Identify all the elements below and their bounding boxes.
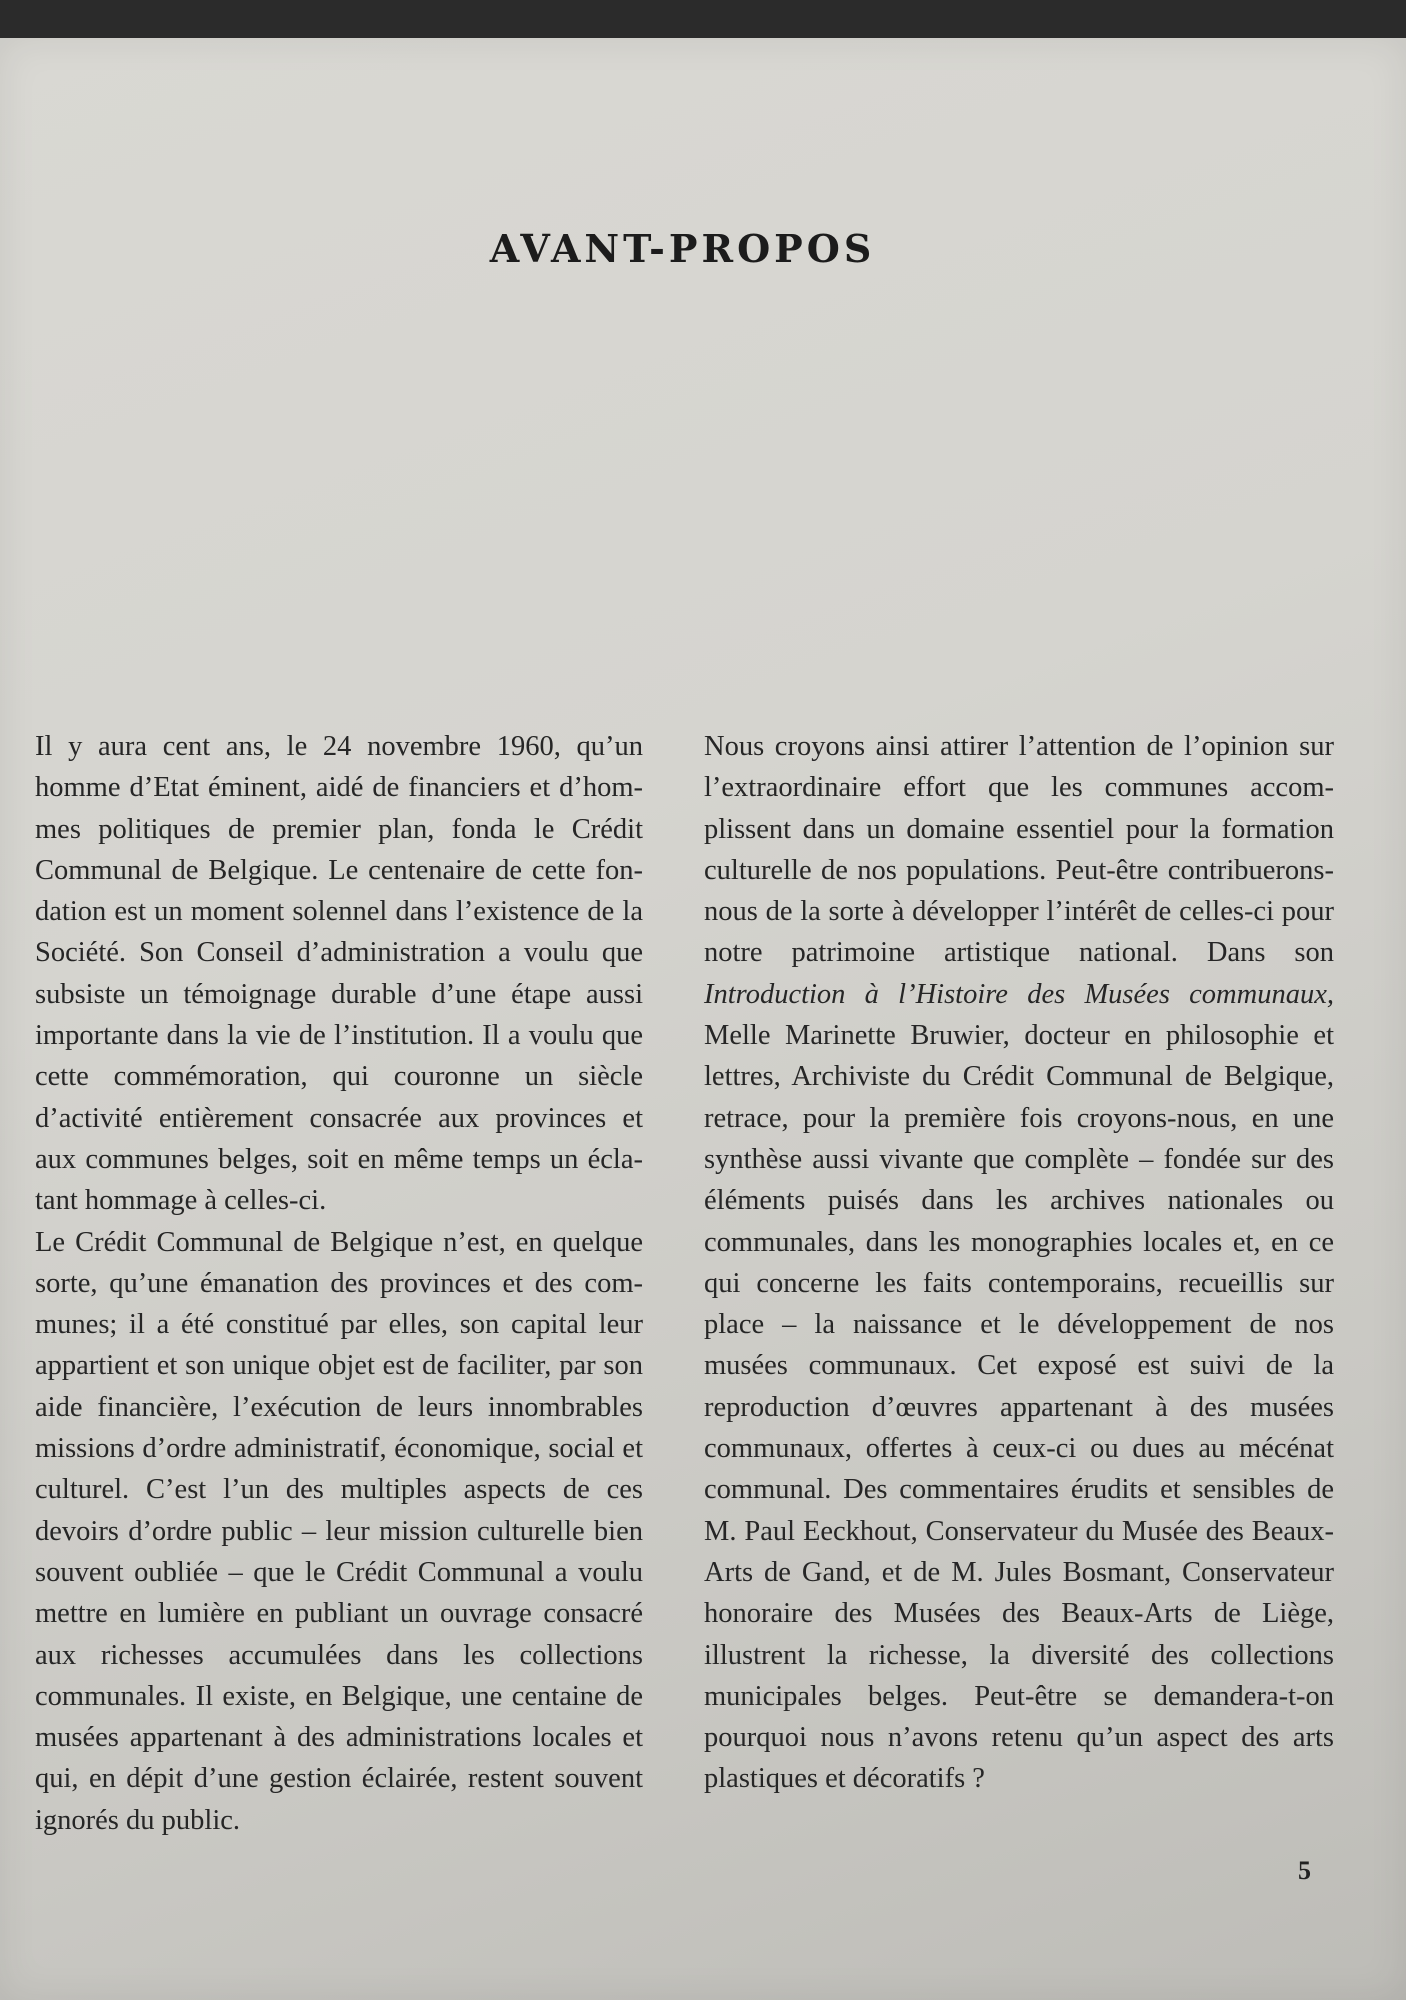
paragraph-museums bbox=[704, 726, 1334, 1800]
paragraph-museums-intro: Nous croyons ainsi attirer l’attention de l’opinion sur l’extraordinaire effort que les communes accomplissent dans un domaine essentiel pour la formation culturelle de nos populations. Peut-être contribuerons-nous de la sorte à développer l’intérêt de celles-ci pour notre patrimoine artistique national. Dans son bbox=[704, 731, 1334, 969]
page-title: AVANT-PROPOS bbox=[489, 226, 876, 271]
paragraph-credit-communal: Le Crédit Communal de Belgique n’est, en quelque sorte, qu’une émanation des provinces et des communes; il a été constitué par elles, son capital leur appartient et son unique objet est de faciliter, par son aide financière, l’exécution de leurs innombrables missions d’ordre administratif, économique, social et culturel. C’est l’un des multiples aspects de ces devoirs d’ordre public – leur mission culturelle bien souvent oubliée – que le Crédit Communal a voulu mettre en lumière en publiant un ouvrage consacré aux richesses accumulées dans les collections communales. Il existe, en Belgique, une centaine de musées appartenant à des administrations locales et qui, en dépit d’une gestion éclairée, restent souvent ignorés du public. bbox=[35, 1226, 643, 1836]
paragraph-centenary: Il y aura cent ans, le 24 novembre 1960, qu’un homme d’Etat éminent, aidé de financiers et d’hommes politiques de premier plan, fonda le Crédit Communal de Belgique. Le centenaire de cette fondation est un moment solennel dans l’existence de la Société. Son Conseil d’administration a voulu que subsiste un témoignage durable d’une étape aussi importante dans la vie de l’institution. Il a voulu que cette commémoration, qui couronne un siècle d’activité entièrement consacrée aux provinces et aux communes belges, soit en même temps un éclatant hommage à celles-ci. bbox=[35, 731, 643, 1217]
page-number: 5 bbox=[1298, 1856, 1311, 1885]
book-page bbox=[0, 38, 1406, 2000]
left-text-column bbox=[35, 726, 643, 1841]
book-title: Introduction à l’Histoire des Musées communaux, bbox=[704, 978, 1334, 1010]
right-text-column bbox=[704, 726, 1334, 1800]
paragraph-museums-body: Melle Marinette Bruwier, docteur en philosophie et lettres, Archiviste du Crédit Communal de Belgique, retrace, pour la première fois croyons-nous, en une synthèse aussi vivante que complète – fondée sur des éléments puisés dans les archives nationales ou communales, dans les monographies locales et, en ce qui concerne les faits contemporains, recueillis sur place – la naissance et le développement de nos musées communaux. Cet exposé est suivi de la reproduction d’œuvres appartenant à des musées communaux, offertes à ceux-ci ou dues au mécénat communal. Des commentaires érudits et sensibles de M. Paul Eeckhout, Conservateur du Musée des Beaux-Arts de Gand, et de M. Jules Bosmant, Conservateur honoraire des Musées des Beaux-Arts de Liège, illustrent la richesse, la diversité des collections municipales belges. Peut-être se demandera-t-on pourquoi nous n’avons retenu qu’un aspect des arts plastiques et décoratifs ? bbox=[704, 1020, 1334, 1795]
